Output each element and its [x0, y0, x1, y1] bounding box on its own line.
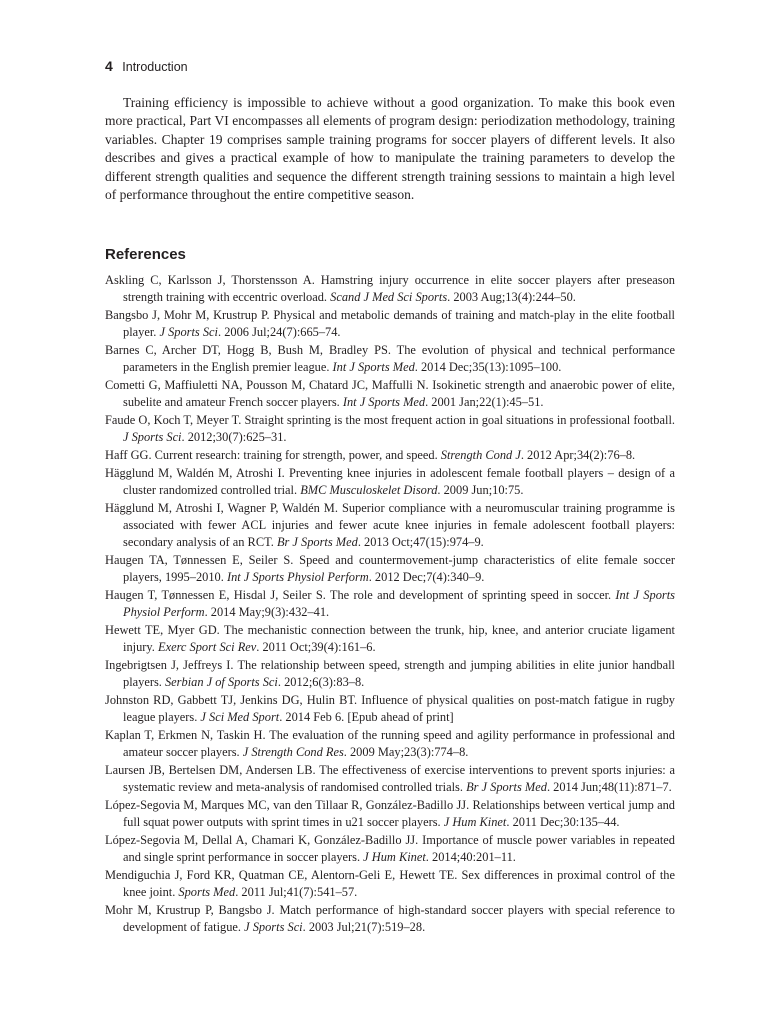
reference-journal: J Sports Sci: [244, 919, 303, 934]
reference-journal: Sports Med: [178, 884, 236, 899]
reference-details: . 2003 Aug;13(4):244–50.: [447, 289, 576, 304]
reference-item: [105, 797, 675, 831]
reference-journal: Exerc Sport Sci Rev: [158, 639, 257, 654]
reference-authors-title: Hewett TE, Myer GD. The mechanistic connection between the trunk, hip, knee, and anterior cruciate ligament injury.: [105, 622, 675, 654]
reference-item: [105, 727, 675, 761]
reference-item: [105, 272, 675, 306]
reference-authors-title: Haugen T, Tønnessen E, Hisdal J, Seiler S. The role and development of sprinting speed in soccer.: [105, 587, 616, 602]
reference-item: [105, 762, 675, 796]
reference-authors-title: López-Segovia M, Dellal A, Chamari K, González-Badillo JJ. Importance of muscle power variables in repeated and single sprint performance in soccer players.: [105, 832, 675, 864]
reference-journal: BMC Musculoskelet Disord: [300, 482, 438, 497]
reference-details: . 2012;30(7):625–31.: [181, 429, 287, 444]
reference-journal: Br J Sports Med: [466, 779, 547, 794]
reference-journal: J Sports Sci: [159, 324, 218, 339]
reference-details: . 2012 Apr;34(2):76–8.: [520, 447, 636, 462]
reference-item: [105, 832, 675, 866]
reference-journal: Scand J Med Sci Sports: [330, 289, 448, 304]
reference-authors-title: Cometti G, Maffiuletti NA, Pousson M, Chatard JC, Maffulli N. Isokinetic strength and anaerobic power of elite, subelite and amateur French soccer players.: [105, 377, 675, 409]
intro-paragraph: Training efficiency is impossible to achieve without a good organization. To make this book even more practical, Part VI encompasses all elements of program design: periodization methodology, training variables. Chapter 19 comprises sample training programs for soccer players of different levels. It also describes and gives a practical example of how to manipulate the training parameters to develop the different strength qualities and sequence the different strength training sessions to maintain a high level of performance throughout the entire competitive season.: [105, 95, 675, 203]
reference-item: [105, 447, 675, 464]
reference-item: [105, 692, 675, 726]
section-title: Introduction: [122, 60, 188, 74]
reference-item: [105, 500, 675, 550]
reference-item: [105, 307, 675, 341]
reference-journal: J Hum Kinet: [443, 814, 507, 829]
reference-item: [105, 622, 675, 656]
reference-item: [105, 342, 675, 376]
reference-authors-title: López-Segovia M, Marques MC, van den Tillaar R, González-Badillo JJ. Relationships between vertical jump and full squat power outputs with sprint times in u21 soccer players.: [105, 797, 675, 829]
reference-details: . 2014 Jun;48(11):871–7.: [546, 779, 672, 794]
reference-item: [105, 412, 675, 446]
reference-item: [105, 657, 675, 691]
reference-item: [105, 587, 675, 621]
reference-authors-title: Faude O, Koch T, Meyer T. Straight sprinting is the most frequent action in goal situations in professional football.: [105, 412, 675, 427]
reference-journal: Int J Sports Med: [332, 359, 415, 374]
reference-journal: J Sci Med Sport: [200, 709, 280, 724]
reference-item: [105, 902, 675, 936]
reference-journal: J Strength Cond Res: [242, 744, 344, 759]
reference-details: . 2014;40:201–11.: [425, 849, 516, 864]
reference-details: . 2011 Oct;39(4):161–6.: [256, 639, 376, 654]
reference-journal: Strength Cond J: [440, 447, 521, 462]
reference-details: . 2012;6(3):83–8.: [277, 674, 365, 689]
reference-authors-title: Ingebrigtsen J, Jeffreys I. The relationship between speed, strength and jumping abilities in elite junior handball players.: [105, 657, 675, 689]
reference-authors-title: Bangsbo J, Mohr M, Krustrup P. Physical and metabolic demands of training and match-play in the elite football player.: [105, 307, 675, 339]
reference-authors-title: Askling C, Karlsson J, Thorstensson A. Hamstring injury occurrence in elite soccer players after preseason strength training with eccentric overload.: [105, 273, 675, 304]
reference-journal: Int J Sports Physiol Perform: [123, 587, 675, 619]
reference-details: . 2011 Dec;30:135–44.: [506, 814, 620, 829]
reference-item: [105, 377, 675, 411]
reference-item: [105, 867, 675, 901]
reference-authors-title: Hägglund M, Atroshi I, Wagner P, Waldén M. Superior compliance with a neuromuscular training programme is associated with fewer ACL injuries and fewer acute knee injuries in female adolescent football players: secondary analysis of an RCT.: [105, 501, 675, 549]
reference-details: . 2014 Feb 6. [Epub ahead of print]: [279, 709, 454, 724]
reference-journal: Br J Sports Med: [276, 534, 358, 549]
reference-authors-title: Hägglund M, Waldén M, Atroshi I. Preventing knee injuries in adolescent female football players – design of a cluster randomized controlled trial.: [105, 466, 675, 497]
reference-journal: J Sports Sci: [123, 429, 182, 444]
references-heading: References: [105, 246, 186, 263]
reference-details: . 2011 Jul;41(7):541–57.: [235, 884, 358, 899]
reference-authors-title: Johnston RD, Gabbett TJ, Jenkins DG, Hulin BT. Influence of physical qualities on post-match fatigue in rugby league players.: [105, 692, 675, 724]
reference-details: . 2009 Jun;10:75.: [437, 482, 524, 497]
reference-details: . 2009 May;23(3):774–8.: [343, 744, 469, 759]
reference-authors-title: Mohr M, Krustrup P, Bangsbo J. Match performance of high-standard soccer players with special reference to development of fatigue.: [105, 902, 675, 934]
reference-journal: J Hum Kinet: [363, 849, 426, 864]
reference-details: . 2003 Jul;21(7):519–28.: [302, 919, 426, 934]
reference-authors-title: Barnes C, Archer DT, Hogg B, Bush M, Bradley PS. The evolution of physical and technical performance parameters in the English premier league.: [105, 342, 675, 374]
reference-authors-title: Haff GG. Current research: training for strength, power, and speed.: [105, 447, 441, 462]
reference-journal: Int J Sports Med: [342, 394, 426, 409]
running-header: [105, 58, 188, 75]
references-list: [105, 272, 675, 937]
page-number: 4: [105, 58, 113, 74]
reference-details: . 2012 Dec;7(4):340–9.: [368, 569, 485, 584]
reference-authors-title: Kaplan T, Erkmen N, Taskin H. The evaluation of the running speed and agility performance in professional and amateur soccer players.: [105, 727, 675, 759]
reference-details: . 2014 May;9(3):432–41.: [204, 604, 330, 619]
reference-details: . 2006 Jul;24(7):665–74.: [218, 324, 341, 339]
reference-authors-title: Haugen TA, Tønnessen E, Seiler S. Speed and countermovement-jump characteristics of elite female soccer players, 1995–2010.: [105, 552, 675, 584]
reference-authors-title: Laursen JB, Bertelsen DM, Andersen LB. The effectiveness of exercise interventions to prevent sports injuries: a systematic review and meta-analysis of randomised controlled trials.: [105, 762, 675, 794]
reference-item: [105, 465, 675, 499]
reference-journal: Int J Sports Physiol Perform: [226, 569, 369, 584]
reference-authors-title: Mendiguchia J, Ford KR, Quatman CE, Alentorn-Geli E, Hewett TE. Sex differences in proximal control of the knee joint.: [105, 867, 675, 899]
reference-journal: Serbian J of Sports Sci: [164, 674, 278, 689]
reference-details: . 2001 Jan;22(1):45–51.: [425, 394, 544, 409]
reference-item: [105, 552, 675, 586]
reference-details: . 2013 Oct;47(15):974–9.: [357, 534, 484, 549]
reference-details: . 2014 Dec;35(13):1095–100.: [414, 359, 562, 374]
